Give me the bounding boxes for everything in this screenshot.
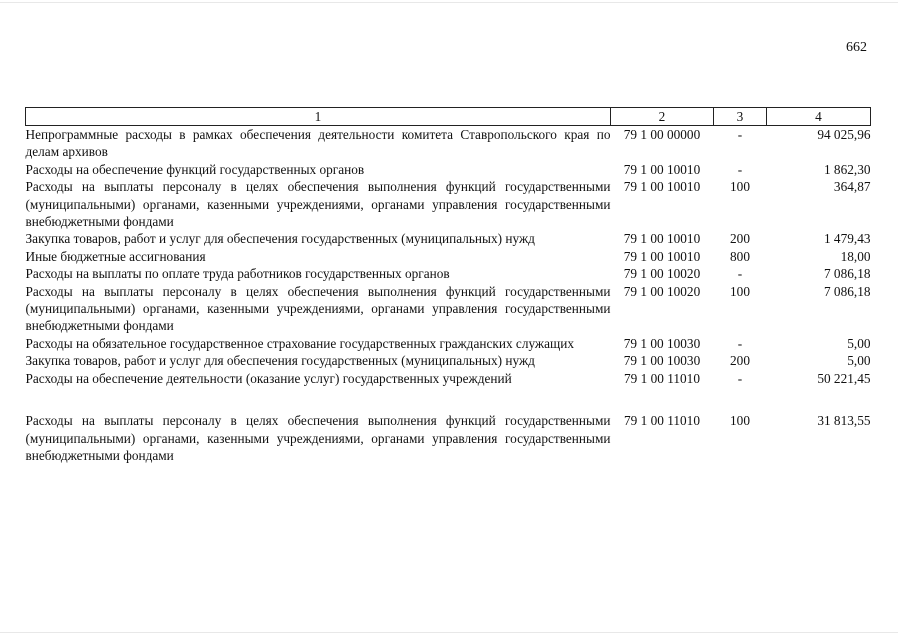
table-row <box>26 387 871 464</box>
row-name: Непрограммные расходы в рамках обеспечения деятельности комитета Ставропольского края по делам архивов <box>25 127 611 160</box>
row-amount: 18,00 <box>840 248 871 264</box>
row-name: Расходы на обеспечение функций государственных органов <box>25 161 365 177</box>
table-row <box>26 265 871 282</box>
row-name: Расходы на обеспечение деятельности (оказание услуг) государственных учреждений <box>25 370 512 386</box>
table-row <box>26 178 871 230</box>
row-code: 79 1 00 10020 <box>623 266 701 282</box>
table-row <box>26 335 871 352</box>
row-amount: 50 221,45 <box>817 370 871 386</box>
row-code: 79 1 00 10010 <box>623 161 701 177</box>
row-name: Расходы на выплаты персоналу в целях обеспечения выполнения функций государственными (муниципальными) органами, казенными учреждениями, органами управления государственными внебюджетными фондами <box>25 179 611 230</box>
row-amount: 7 086,18 <box>823 283 871 299</box>
row-code: 79 1 00 00000 <box>623 127 701 142</box>
row-amount: 1 479,43 <box>823 231 871 247</box>
row-amount: 31 813,55 <box>817 413 871 429</box>
row-name: Расходы на выплаты персоналу в целях обеспечения выполнения функций государственными (муниципальными) органами, казенными учреждениями, органами управления государственными внебюджетными фондами <box>25 413 611 463</box>
row-type: 100 <box>730 413 750 429</box>
header-col-1: 1 <box>26 108 611 126</box>
header-col-2: 2 <box>611 108 714 126</box>
row-amount: 1 862,30 <box>823 161 871 177</box>
row-amount: 5,00 <box>847 353 871 369</box>
row-name: Расходы на выплаты персоналу в целях обеспечения выполнения функций государственными (муниципальными) органами, казенными учреждениями, органами управления государственными внебюджетными фондами <box>25 283 611 334</box>
row-code: 79 1 00 10010 <box>623 248 701 264</box>
row-code: 79 1 00 11010 <box>624 370 700 386</box>
table-row <box>26 370 871 387</box>
scan-artifact-top <box>0 2 898 3</box>
header-col-3: 3 <box>714 108 767 126</box>
row-type: - <box>737 266 743 282</box>
row-name: Закупка товаров, работ и услуг для обеспечения государственных (муниципальных) нужд <box>25 353 535 369</box>
row-amount: 5,00 <box>847 335 871 351</box>
row-name: Закупка товаров, работ и услуг для обеспечения государственных (муниципальных) нужд <box>25 231 535 247</box>
row-code: 79 1 00 10010 <box>623 231 701 247</box>
row-type: - <box>737 161 743 177</box>
budget-table <box>25 107 871 464</box>
row-name: Иные бюджетные ассигнования <box>25 248 206 264</box>
table-row <box>26 230 871 247</box>
table-row <box>26 126 871 161</box>
header-col-4: 4 <box>767 108 871 126</box>
row-code: 79 1 00 10020 <box>623 283 701 299</box>
row-type: 200 <box>730 353 750 369</box>
row-amount: 7 086,18 <box>823 266 871 282</box>
row-amount: 94 025,96 <box>817 127 871 142</box>
row-type: 800 <box>730 248 750 264</box>
table-row <box>26 352 871 369</box>
row-type: - <box>737 370 743 386</box>
row-code: 79 1 00 10030 <box>623 335 701 351</box>
row-type: 200 <box>730 231 750 247</box>
row-name: Расходы на выплаты по оплате труда работников государственных органов <box>25 266 450 282</box>
row-amount: 364,87 <box>833 179 871 195</box>
row-code: 79 1 00 10010 <box>623 179 701 195</box>
row-type: - <box>737 127 743 142</box>
row-type: 100 <box>730 179 750 195</box>
row-code: 79 1 00 11010 <box>624 413 700 429</box>
row-name: Расходы на обязательное государственное страхование государственных гражданских служащих <box>25 335 575 351</box>
table-row <box>26 161 871 178</box>
table-row <box>26 248 871 265</box>
page-number: 662 <box>846 40 867 55</box>
row-type: - <box>737 335 743 351</box>
table-row <box>26 283 871 335</box>
row-type: 100 <box>730 283 750 299</box>
row-code: 79 1 00 10030 <box>623 353 701 369</box>
scan-artifact-bottom <box>0 632 898 633</box>
header-row <box>26 108 871 126</box>
